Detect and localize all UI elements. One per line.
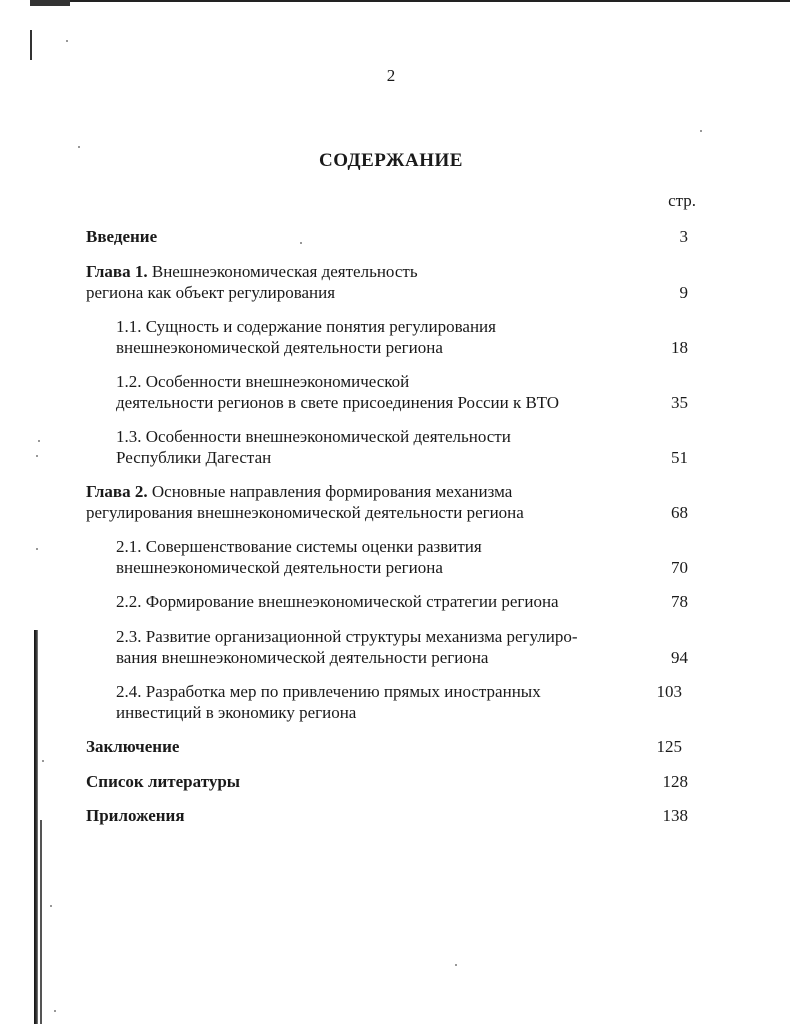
toc-entry-text: 2.2. Формирование внешнеэкономической стратегии региона xyxy=(116,592,559,611)
toc-entry-page: 18 xyxy=(671,338,688,357)
scan-mark-top-left xyxy=(30,0,70,6)
toc-entry-page: 35 xyxy=(671,393,688,412)
toc-entry-section-2-3 xyxy=(116,626,686,668)
toc-entry-text: 2.4. Разработка мер по привлечению прямых иностранных xyxy=(116,682,541,701)
toc-entry-label: Приложения xyxy=(86,806,185,825)
scan-speck xyxy=(78,146,80,148)
scan-mark-left xyxy=(30,30,32,60)
toc-entry-text: Внешнеэкономическая деятельность xyxy=(147,262,418,281)
toc-entry-text: 1.3. Особенности внешнеэкономической деятельности xyxy=(116,427,511,446)
scan-speck xyxy=(66,40,68,42)
toc-entry-page: 68 xyxy=(671,503,688,522)
scan-edge-left-inner xyxy=(40,820,42,1024)
page-column-label: стр. xyxy=(668,191,696,210)
toc-entry-introduction xyxy=(86,226,686,247)
toc-entry-text: 1.1. Сущность и содержание понятия регулирования xyxy=(116,317,496,336)
toc-entry-chapter-2 xyxy=(86,481,686,523)
toc-entry-page: 9 xyxy=(679,283,688,302)
toc-entry-label: Глава 2. xyxy=(86,482,148,501)
toc-entry-text-continued: инвестиций в экономику региона xyxy=(116,703,357,722)
toc-entry-label: Заключение xyxy=(86,737,180,756)
toc-entry-page: 125 xyxy=(656,737,682,756)
toc-entry-text-continued: региона как объект регулирования xyxy=(86,283,336,302)
toc-entry-text-continued: деятельности регионов в свете присоединения России к ВТО xyxy=(116,393,560,412)
toc-entry-bibliography xyxy=(86,771,686,792)
toc-entry-label: Глава 1. xyxy=(86,262,148,281)
scan-speck xyxy=(700,130,702,132)
toc-entry-page: 51 xyxy=(671,448,688,467)
toc-title: СОДЕРЖАНИЕ xyxy=(319,150,463,171)
toc-entry-section-2-4 xyxy=(116,681,686,723)
toc-entry-text: 2.1. Совершенствование системы оценки развития xyxy=(116,537,482,556)
toc-entry-text-continued: внешнеэкономической деятельности региона xyxy=(116,338,443,357)
toc-entry-text-continued: вания внешнеэкономической деятельности региона xyxy=(116,648,489,667)
toc-entry-page: 94 xyxy=(671,648,688,667)
toc-entry-text-continued: регулирования внешнеэкономической деятельности региона xyxy=(86,503,524,522)
toc-entry-page: 78 xyxy=(671,592,688,611)
toc-entry-conclusion xyxy=(86,736,686,757)
toc-entry-page: 3 xyxy=(679,227,688,246)
scan-speck xyxy=(38,440,40,442)
scan-speck xyxy=(455,964,457,966)
scan-edge-left xyxy=(34,630,38,1024)
toc-entry-chapter-1 xyxy=(86,261,686,303)
toc-entry-section-1-1 xyxy=(116,316,686,358)
page-number: 2 xyxy=(386,66,396,85)
toc-entry-appendices xyxy=(86,805,686,826)
scan-speck xyxy=(36,455,38,457)
toc-entry-section-2-1 xyxy=(116,536,686,578)
scan-speck xyxy=(50,905,52,907)
toc-entry-label: Введение xyxy=(86,227,158,246)
scan-edge-top xyxy=(30,0,790,2)
toc-entry-text: 1.2. Особенности внешнеэкономической xyxy=(116,372,410,391)
toc-entry-page: 70 xyxy=(671,558,688,577)
toc-entry-section-1-3 xyxy=(116,426,686,468)
toc-entry-section-1-2 xyxy=(116,371,686,413)
toc-entry-label: Список литературы xyxy=(86,772,241,791)
scan-speck xyxy=(54,1010,56,1012)
toc-entry-page: 128 xyxy=(662,772,688,791)
toc-entry-page: 138 xyxy=(662,806,688,825)
toc-entry-text: 2.3. Развитие организационной структуры механизма регулиро- xyxy=(116,627,578,646)
scan-speck xyxy=(36,548,38,550)
scan-speck xyxy=(42,760,44,762)
toc-entry-section-2-2 xyxy=(116,591,686,612)
toc-entry-page: 103 xyxy=(656,682,682,701)
toc-entry-text-continued: Республики Дагестан xyxy=(116,448,272,467)
toc-entry-text: Основные направления формирования механизма xyxy=(147,482,513,501)
toc-entry-text-continued: внешнеэкономической деятельности региона xyxy=(116,558,443,577)
